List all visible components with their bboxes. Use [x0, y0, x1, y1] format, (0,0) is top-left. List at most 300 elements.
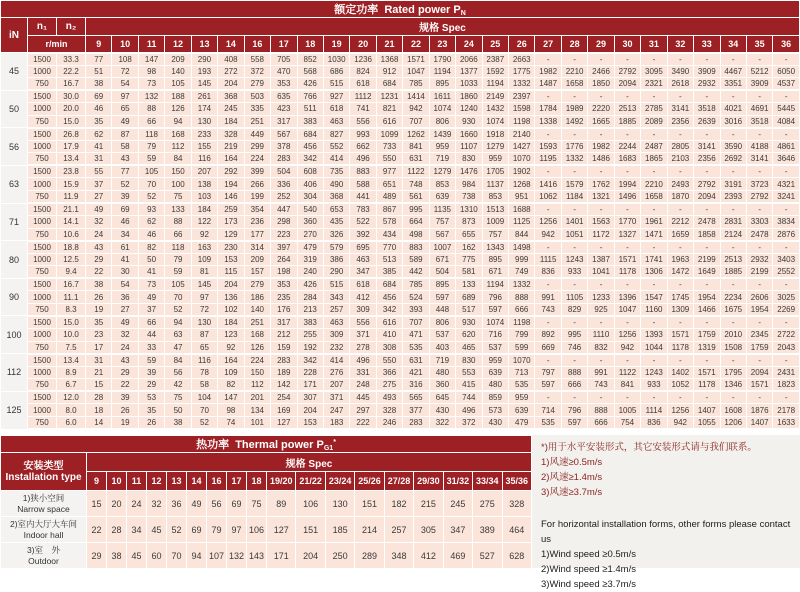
power-value-cell: 52 — [165, 303, 191, 316]
power-value-cell: 540 — [297, 203, 323, 216]
power-value-cell: 666 — [588, 416, 614, 429]
power-value-cell: 479 — [509, 416, 535, 429]
power-value-cell: 1775 — [509, 65, 535, 78]
power-value-cell: 46 — [138, 228, 164, 241]
n2-speed-cell: 26.8 — [57, 128, 86, 141]
power-value-cell: 92 — [218, 341, 244, 354]
thermal-value-cell: 15 — [87, 491, 107, 517]
n1-speed-cell: 1500 — [28, 354, 57, 367]
thermal-value-cell: 469 — [443, 543, 472, 569]
n1-speed-cell: 1500 — [28, 90, 57, 103]
thermal-value-cell: 45 — [127, 543, 147, 569]
power-value-cell: - — [694, 241, 720, 254]
power-value-cell: 75 — [165, 191, 191, 204]
power-value-cell: 719 — [429, 354, 455, 367]
power-value-cell: - — [667, 128, 693, 141]
rated-title-zh: 额定功率 — [334, 4, 379, 16]
power-value-cell: 108 — [112, 53, 138, 66]
spec-col-header: 23 — [429, 36, 455, 53]
power-value-cell: 883 — [350, 165, 376, 178]
power-value-cell: 2792 — [746, 191, 772, 204]
rated-row — [1, 216, 800, 229]
power-value-cell: 503 — [244, 90, 270, 103]
power-value-cell: 2478 — [694, 216, 720, 229]
n1-speed-cell: 750 — [28, 379, 57, 392]
n1-speed-cell: 1000 — [28, 140, 57, 153]
power-value-cell: 51 — [86, 65, 112, 78]
power-value-cell: 109 — [218, 366, 244, 379]
power-value-cell: - — [667, 203, 693, 216]
power-value-cell: 671 — [429, 253, 455, 266]
power-value-cell: - — [588, 354, 614, 367]
power-value-cell: - — [535, 53, 561, 66]
thermal-spec-col-header: 13 — [167, 472, 187, 491]
thermal-spec-col-header: 9 — [87, 472, 107, 491]
power-value-cell: 639 — [509, 404, 535, 417]
power-value-cell: 895 — [429, 278, 455, 291]
power-value-cell: 1466 — [694, 303, 720, 316]
power-value-cell: 535 — [403, 341, 429, 354]
power-value-cell: 383 — [297, 115, 323, 128]
power-value-cell: 631 — [403, 354, 429, 367]
spec-col-header: 9 — [86, 36, 112, 53]
power-value-cell: 1776 — [561, 140, 587, 153]
power-value-cell: 1665 — [588, 115, 614, 128]
n1-speed-cell: 1000 — [28, 329, 57, 342]
power-value-cell: 3351 — [720, 78, 746, 91]
power-value-cell: 746 — [561, 341, 587, 354]
power-value-cell: 796 — [482, 291, 508, 304]
rated-row — [1, 90, 800, 103]
spec-col-header: 31 — [641, 36, 667, 53]
power-value-cell: - — [535, 316, 561, 329]
n2-speed-cell: 12.5 — [57, 253, 86, 266]
power-value-cell: 39 — [112, 391, 138, 404]
spec-col-header: 28 — [561, 36, 587, 53]
power-value-cell: 867 — [376, 203, 402, 216]
power-value-cell: 1745 — [667, 291, 693, 304]
n2-speed-cell: 6.0 — [57, 416, 86, 429]
power-value-cell: 1112 — [350, 90, 376, 103]
thermal-value-cell: 38 — [107, 543, 127, 569]
power-value-cell: 951 — [509, 191, 535, 204]
power-value-cell: 714 — [535, 404, 561, 417]
thermal-value-cell: 289 — [355, 543, 384, 569]
power-value-cell: 266 — [244, 178, 270, 191]
power-value-cell: 66 — [138, 316, 164, 329]
power-value-cell: - — [720, 128, 746, 141]
power-value-cell: 34 — [112, 228, 138, 241]
n2-speed-cell: 10.6 — [57, 228, 86, 241]
rated-row — [1, 241, 800, 254]
power-value-cell: 1396 — [614, 291, 640, 304]
power-value-cell: - — [667, 53, 693, 66]
power-value-cell: 186 — [244, 291, 270, 304]
rated-row — [1, 329, 800, 342]
thermal-value-cell: 214 — [355, 517, 384, 543]
power-value-cell: 65 — [112, 103, 138, 116]
power-value-cell: - — [720, 203, 746, 216]
spec-col-header: 25 — [482, 36, 508, 53]
power-value-cell: 24 — [86, 228, 112, 241]
power-value-cell: 126 — [165, 103, 191, 116]
n2-speed-cell: 6.7 — [57, 379, 86, 392]
power-value-cell: 664 — [403, 216, 429, 229]
power-value-cell: 173 — [218, 216, 244, 229]
power-value-cell: 27 — [112, 303, 138, 316]
power-value-cell: 930 — [456, 316, 482, 329]
power-value-cell: 2234 — [720, 291, 746, 304]
power-value-cell: 317 — [271, 316, 297, 329]
thermal-spec-col-header: 33/34 — [473, 472, 502, 491]
power-value-cell: 1044 — [641, 341, 667, 354]
power-value-cell: 347 — [350, 266, 376, 279]
power-value-cell: 1343 — [482, 241, 508, 254]
power-value-cell: 1268 — [509, 178, 535, 191]
thermal-value-cell: 132 — [227, 543, 247, 569]
power-value-cell: 733 — [376, 140, 402, 153]
power-value-cell: - — [667, 165, 693, 178]
power-value-cell: 353 — [271, 78, 297, 91]
power-value-cell: 209 — [244, 253, 270, 266]
power-value-cell: 2094 — [746, 366, 772, 379]
thermal-value-cell: 106 — [247, 517, 267, 543]
thermal-spec-col-header: 31/32 — [443, 472, 472, 491]
power-value-cell: 2805 — [667, 140, 693, 153]
power-value-cell: 224 — [244, 354, 270, 367]
power-value-cell: 1954 — [694, 291, 720, 304]
thermal-spec-col-header: 29/30 — [414, 472, 443, 491]
power-value-cell: 62 — [138, 216, 164, 229]
power-value-cell: 1055 — [694, 416, 720, 429]
n2-speed-cell: 9.4 — [57, 266, 86, 279]
thermal-spec-col-header: 18 — [247, 472, 267, 491]
power-value-cell: 651 — [376, 178, 402, 191]
power-value-cell: 553 — [456, 366, 482, 379]
power-value-cell: 79 — [165, 253, 191, 266]
power-value-cell: 743 — [588, 379, 614, 392]
power-value-cell: 74 — [218, 416, 244, 429]
power-value-cell: 26 — [86, 291, 112, 304]
power-value-cell: - — [561, 165, 587, 178]
power-value-cell: 2199 — [694, 253, 720, 266]
n2-speed-cell: 15.0 — [57, 115, 86, 128]
power-value-cell: 558 — [244, 53, 270, 66]
power-value-cell: 2321 — [641, 78, 667, 91]
thermal-title-footnote-mark: * — [333, 439, 336, 446]
power-value-cell: 4188 — [746, 140, 772, 153]
power-value-cell: 3016 — [720, 115, 746, 128]
power-value-cell: 354 — [244, 203, 270, 216]
power-value-cell: 278 — [350, 341, 376, 354]
power-value-cell: 43 — [112, 153, 138, 166]
power-value-cell: 1784 — [535, 103, 561, 116]
power-value-cell: 3490 — [667, 65, 693, 78]
rated-title-row — [1, 1, 800, 18]
power-value-cell: 78 — [191, 366, 217, 379]
power-value-cell: 84 — [165, 354, 191, 367]
power-value-cell: - — [588, 203, 614, 216]
power-value-cell: 259 — [218, 203, 244, 216]
n1-speed-cell: 750 — [28, 341, 57, 354]
power-value-cell: 360 — [297, 216, 323, 229]
power-value-cell: 43 — [112, 354, 138, 367]
spec-col-header: 24 — [456, 36, 482, 53]
power-value-cell: 1885 — [720, 266, 746, 279]
installation-type-header — [1, 453, 87, 491]
power-value-cell: 1256 — [614, 329, 640, 342]
spec-group-header: 规格 Spec — [86, 18, 800, 36]
rated-row — [1, 366, 800, 379]
power-value-cell: 155 — [191, 140, 217, 153]
power-value-cell: 445 — [350, 391, 376, 404]
power-value-cell: 54 — [112, 78, 138, 91]
power-value-cell: 1770 — [614, 216, 640, 229]
power-value-cell: 248 — [350, 379, 376, 392]
ratio-cell: 80 — [1, 241, 28, 279]
thermal-value-cell: 22 — [87, 517, 107, 543]
n1-speed-cell: 1000 — [28, 65, 57, 78]
power-value-cell: 109 — [191, 253, 217, 266]
power-value-cell: 3723 — [746, 178, 772, 191]
power-value-cell: 1047 — [614, 303, 640, 316]
power-value-cell: 1194 — [482, 278, 508, 291]
installation-type-en: Installation type — [5, 471, 82, 483]
rated-row — [1, 391, 800, 404]
thermal-value-cell: 106 — [296, 491, 325, 517]
power-value-cell: 1172 — [588, 228, 614, 241]
power-value-cell: 49 — [112, 316, 138, 329]
power-value-cell: 426 — [297, 278, 323, 291]
power-value-cell: 1486 — [588, 153, 614, 166]
power-value-cell: 297 — [350, 404, 376, 417]
power-value-cell: 465 — [456, 341, 482, 354]
power-value-cell: - — [588, 128, 614, 141]
power-value-cell: 5212 — [746, 65, 772, 78]
power-value-cell: 2094 — [694, 191, 720, 204]
power-value-cell: 2212 — [667, 216, 693, 229]
power-value-cell: 4321 — [773, 178, 800, 191]
power-value-cell: 470 — [271, 65, 297, 78]
power-value-cell: - — [641, 53, 667, 66]
rated-row — [1, 354, 800, 367]
power-value-cell: 174 — [191, 103, 217, 116]
power-value-cell: 933 — [641, 379, 667, 392]
power-value-cell: 844 — [509, 228, 535, 241]
power-value-cell: 1115 — [535, 253, 561, 266]
power-value-cell: 372 — [244, 65, 270, 78]
power-value-cell: 69 — [86, 90, 112, 103]
power-value-cell: 537 — [429, 329, 455, 342]
power-value-cell: 655 — [456, 228, 482, 241]
power-value-cell: 1368 — [376, 53, 402, 66]
power-value-cell: 743 — [535, 303, 561, 316]
power-value-cell: 4537 — [773, 78, 800, 91]
power-value-cell: 2692 — [720, 153, 746, 166]
power-value-cell: 30 — [112, 266, 138, 279]
power-value-cell: 129 — [218, 228, 244, 241]
thermal-value-cell: 389 — [473, 517, 502, 543]
thermal-title-zh: 热功率 — [196, 439, 230, 451]
power-value-cell: 2210 — [561, 65, 587, 78]
power-value-cell: 1256 — [535, 216, 561, 229]
power-value-cell: 853 — [482, 191, 508, 204]
rmin-header: r/min — [28, 36, 86, 53]
ratio-cell: 112 — [1, 354, 28, 392]
power-value-cell: 1790 — [429, 53, 455, 66]
thermal-value-cell: 69 — [227, 491, 247, 517]
power-value-cell: 442 — [403, 266, 429, 279]
power-value-cell: 1321 — [588, 191, 614, 204]
power-value-cell: 93 — [138, 203, 164, 216]
power-value-cell: 236 — [244, 216, 270, 229]
power-value-cell: 581 — [456, 266, 482, 279]
power-value-cell: 36 — [112, 291, 138, 304]
rated-row — [1, 53, 800, 66]
n2-speed-cell: 18.8 — [57, 241, 86, 254]
n2-speed-cell: 13.4 — [57, 354, 86, 367]
power-value-cell: 1416 — [535, 178, 561, 191]
power-value-cell: 164 — [218, 354, 244, 367]
n2-speed-cell: 8.9 — [57, 366, 86, 379]
power-value-cell: - — [641, 165, 667, 178]
n2-speed-cell: 8.3 — [57, 303, 86, 316]
power-value-cell: 1033 — [456, 78, 482, 91]
power-value-cell: 537 — [482, 341, 508, 354]
power-value-cell: 122 — [191, 216, 217, 229]
power-value-cell: 2722 — [773, 329, 800, 342]
power-value-cell: 73 — [138, 78, 164, 91]
rated-title-subscript: N — [460, 10, 466, 17]
power-value-cell: - — [773, 165, 800, 178]
power-value-cell: 47 — [165, 341, 191, 354]
power-value-cell: 2269 — [773, 303, 800, 316]
power-value-cell: 2831 — [720, 216, 746, 229]
power-value-cell: 168 — [244, 329, 270, 342]
power-value-cell: 1954 — [746, 303, 772, 316]
power-value-cell: 754 — [614, 416, 640, 429]
power-value-cell: - — [588, 316, 614, 329]
power-value-cell: - — [746, 203, 772, 216]
thermal-table-body — [1, 491, 532, 569]
power-value-cell: 2663 — [509, 53, 535, 66]
power-value-cell: 770 — [376, 241, 402, 254]
power-value-cell: 39 — [138, 366, 164, 379]
power-value-cell: 1508 — [720, 341, 746, 354]
power-value-cell: 1683 — [614, 153, 640, 166]
power-value-cell: - — [667, 90, 693, 103]
thermal-value-cell: 20 — [107, 491, 127, 517]
power-value-cell: 2618 — [667, 78, 693, 91]
power-value-cell: 456 — [376, 291, 402, 304]
power-value-cell: - — [588, 165, 614, 178]
power-value-cell: - — [694, 203, 720, 216]
power-value-cell: 314 — [244, 241, 270, 254]
spec-col-header: 17 — [271, 36, 297, 53]
power-value-cell: 2387 — [482, 53, 508, 66]
thermal-value-cell: 348 — [384, 543, 413, 569]
power-value-cell: - — [667, 241, 693, 254]
power-value-cell: 859 — [482, 391, 508, 404]
power-value-cell: - — [561, 278, 587, 291]
power-value-cell: - — [535, 391, 561, 404]
power-value-cell: 37 — [138, 303, 164, 316]
n1-speed-cell: 1000 — [28, 366, 57, 379]
power-value-cell: - — [746, 241, 772, 254]
power-value-cell: 522 — [350, 216, 376, 229]
power-value-cell: 513 — [376, 253, 402, 266]
power-value-cell: 1608 — [720, 404, 746, 417]
rated-title-en: Rated power P — [384, 4, 461, 16]
rated-row — [1, 203, 800, 216]
ratio-cell: 63 — [1, 165, 28, 203]
power-value-cell: - — [535, 165, 561, 178]
n1-speed-cell: 1000 — [28, 404, 57, 417]
power-value-cell: 1074 — [482, 115, 508, 128]
n2-speed-cell: 20.0 — [57, 103, 86, 116]
power-value-cell: 65 — [191, 341, 217, 354]
power-value-cell: 1870 — [667, 191, 693, 204]
power-value-cell: 1611 — [429, 90, 455, 103]
rated-row — [1, 316, 800, 329]
thermal-spec-col-header: 23/24 — [325, 472, 354, 491]
power-value-cell: 58 — [112, 140, 138, 153]
thermal-value-cell: 245 — [443, 491, 472, 517]
power-value-cell: 707 — [403, 115, 429, 128]
power-value-cell: - — [746, 354, 772, 367]
power-value-cell: 895 — [429, 78, 455, 91]
power-value-cell: 991 — [588, 366, 614, 379]
power-value-cell: 689 — [456, 291, 482, 304]
power-value-cell: 228 — [297, 366, 323, 379]
power-value-cell: 999 — [509, 253, 535, 266]
power-value-cell: 177 — [244, 228, 270, 241]
power-value-cell: 39 — [112, 191, 138, 204]
power-value-cell: - — [746, 391, 772, 404]
spec-col-header: 14 — [218, 36, 244, 53]
power-value-cell: 1070 — [509, 153, 535, 166]
ratio-cell: 45 — [1, 53, 28, 91]
power-value-cell: 317 — [271, 115, 297, 128]
power-value-cell: - — [614, 203, 640, 216]
power-value-cell: 1759 — [694, 329, 720, 342]
power-value-cell: 232 — [323, 341, 349, 354]
power-value-cell: 1332 — [561, 153, 587, 166]
power-value-cell: 1184 — [561, 191, 587, 204]
power-value-cell: 69 — [112, 203, 138, 216]
thermal-value-cell: 130 — [325, 491, 354, 517]
power-value-cell: 392 — [350, 228, 376, 241]
power-value-cell: 496 — [350, 354, 376, 367]
power-value-cell: 1243 — [561, 253, 587, 266]
power-value-cell: 37 — [86, 178, 112, 191]
power-value-cell: 192 — [297, 341, 323, 354]
thermal-value-cell: 171 — [267, 543, 296, 569]
thermal-value-cell: 257 — [384, 517, 413, 543]
power-value-cell: 3303 — [746, 216, 772, 229]
spec-col-header: 22 — [403, 36, 429, 53]
thermal-spec-col-header: 16 — [207, 472, 227, 491]
power-value-cell: 579 — [323, 241, 349, 254]
power-value-cell: 247 — [323, 404, 349, 417]
n1-speed-cell: 1000 — [28, 103, 57, 116]
power-value-cell: 1432 — [482, 103, 508, 116]
power-value-cell: 1107 — [456, 140, 482, 153]
power-value-cell: 2210 — [641, 178, 667, 191]
power-value-cell: 1963 — [667, 253, 693, 266]
power-value-cell: 490 — [323, 178, 349, 191]
power-value-cell: 829 — [561, 303, 587, 316]
